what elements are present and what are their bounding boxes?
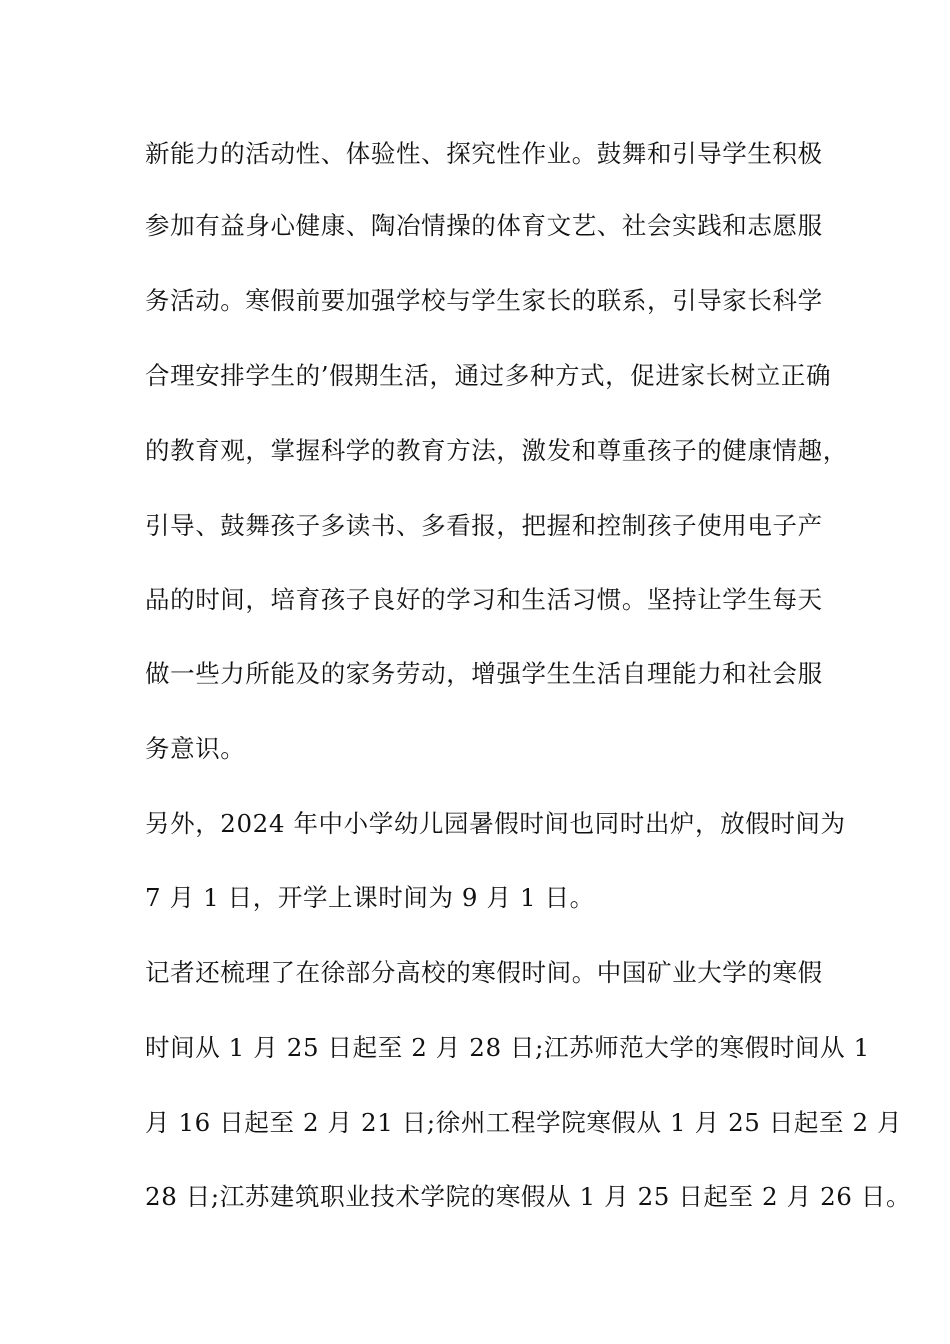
text-line: 新能力的活动性、体验性、探究性作业。鼓舞和引导学生积极: [145, 139, 823, 168]
text-line: 引导、鼓舞孩子多读书、多看报，把握和控制孩子使用电子产: [145, 511, 823, 540]
text-line: 做一些力所能及的家务劳动，增强学生生活自理能力和社会服: [145, 659, 823, 688]
text-line: 参加有益身心健康、陶冶情操的体育文艺、社会实践和志愿服: [145, 211, 823, 240]
text-line: 记者还梳理了在徐部分高校的寒假时间。中国矿业大学的寒假: [145, 958, 823, 987]
text-line: 品的时间，培育孩子良好的学习和生活习惯。坚持让学生每天: [145, 585, 823, 614]
text-line: 7 月 1 日，开学上课时间为 9 月 1 日。: [145, 883, 595, 912]
text-line: 时间从 1 月 25 日起至 2 月 28 日;江苏师范大学的寒假时间从 1: [145, 1033, 870, 1062]
text-line: 合理安排学生的’假期生活，通过多种方式，促进家长树立正确: [145, 361, 832, 390]
text-line: 务活动。寒假前要加强学校与学生家长的联系，引导家长科学: [145, 286, 823, 315]
text-line: 28 日;江苏建筑职业技术学院的寒假从 1 月 25 日起至 2 月 26 日。: [145, 1182, 912, 1211]
text-line: 的教育观，掌握科学的教育方法，激发和尊重孩子的健康情趣，: [145, 436, 848, 465]
text-line: 务意识。: [145, 734, 246, 763]
text-line: 月 16 日起至 2 月 21 日;徐州工程学院寒假从 1 月 25 日起至 2 月: [145, 1108, 903, 1137]
text-line: 另外，2024 年中小学幼儿园暑假时间也同时出炉，放假时间为: [145, 809, 846, 838]
